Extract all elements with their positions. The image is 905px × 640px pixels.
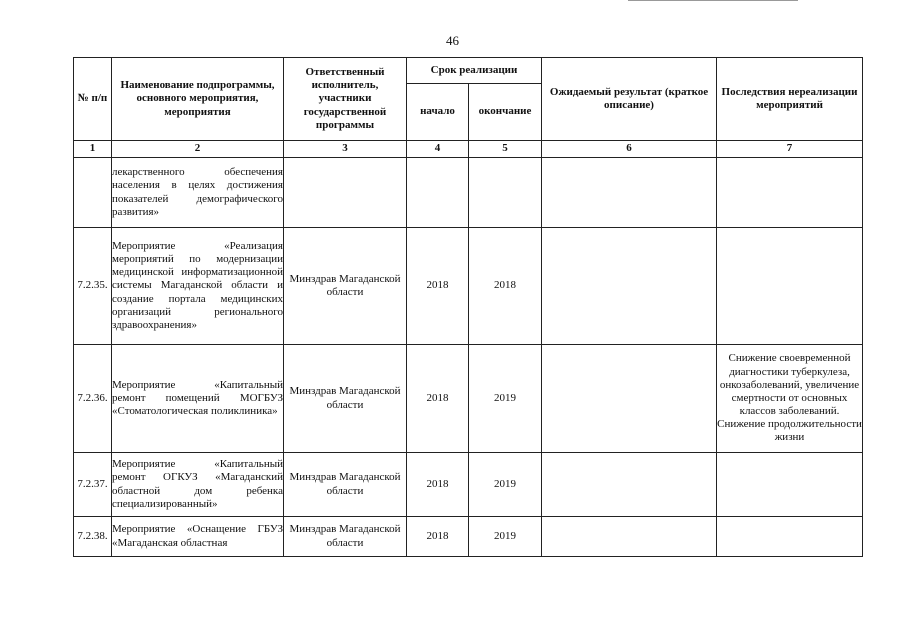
consequences (717, 158, 863, 228)
start-year: 2018 (407, 453, 469, 517)
executor: Минздрав Магаданской области (284, 345, 407, 453)
row-number: 7.2.38. (74, 517, 112, 557)
start-year: 2018 (407, 228, 469, 345)
activity-name: Мероприятие «Капитальный ремонт ОГКУЗ «Магаданский областной дом ребенка специализированный» (112, 453, 284, 517)
column-number: 4 (407, 141, 469, 158)
header-start: начало (407, 84, 469, 141)
start-year: 2018 (407, 517, 469, 557)
header-result: Ожидаемый результат (краткое описание) (542, 58, 717, 141)
consequences (717, 228, 863, 345)
table-row (74, 345, 863, 453)
column-number: 7 (717, 141, 863, 158)
header-row-1 (74, 58, 863, 84)
header-consequences: Последствия нереализации мероприятий (717, 58, 863, 141)
expected-result (542, 517, 717, 557)
header-term: Срок реализации (407, 58, 542, 84)
row-number (74, 158, 112, 228)
consequences: Снижение своевременной диагностики туберкулеза, онкозаболеваний, увеличение смертности от основных классов заболеваний. Снижение продолжительности жизни (717, 345, 863, 453)
top-scan-line (628, 0, 798, 1)
end-year: 2019 (469, 517, 542, 557)
executor: Минздрав Магаданской области (284, 228, 407, 345)
expected-result (542, 345, 717, 453)
column-number: 1 (74, 141, 112, 158)
column-number-row (74, 141, 863, 158)
end-year (469, 158, 542, 228)
end-year: 2019 (469, 345, 542, 453)
row-number: 7.2.36. (74, 345, 112, 453)
column-number: 5 (469, 141, 542, 158)
end-year: 2019 (469, 453, 542, 517)
expected-result (542, 158, 717, 228)
table-row (74, 517, 863, 557)
executor (284, 158, 407, 228)
executor: Минздрав Магаданской области (284, 453, 407, 517)
table-row (74, 228, 863, 345)
activity-name: лекарственного обеспечения населения в целях достижения показателей демографического развития» (112, 158, 284, 228)
column-number: 6 (542, 141, 717, 158)
executor: Минздрав Магаданской области (284, 517, 407, 557)
consequences (717, 453, 863, 517)
column-number: 3 (284, 141, 407, 158)
expected-result (542, 453, 717, 517)
header-name: Наименование подпрограммы, основного мероприятия, мероприятия (112, 58, 284, 141)
row-number: 7.2.35. (74, 228, 112, 345)
table-row (74, 158, 863, 228)
header-end: окончание (469, 84, 542, 141)
end-year: 2018 (469, 228, 542, 345)
column-number: 2 (112, 141, 284, 158)
activity-name: Мероприятие «Оснащение ГБУЗ «Магаданская областная (112, 517, 284, 557)
header-num: № п/п (74, 58, 112, 141)
expected-result (542, 228, 717, 345)
activity-name: Мероприятие «Капитальный ремонт помещений МОГБУЗ «Стоматологическая поликлиника» (112, 345, 284, 453)
table-row (74, 453, 863, 517)
activity-name: Мероприятие «Реализация мероприятий по модернизации медицинской информатизационной системы Магаданской области и создание портала медицинских организаций регионального здравоохранения» (112, 228, 284, 345)
header-executor: Ответственный исполнитель, участники государственной программы (284, 58, 407, 141)
start-year (407, 158, 469, 228)
program-activities-table (73, 57, 863, 557)
consequences (717, 517, 863, 557)
start-year: 2018 (407, 345, 469, 453)
row-number: 7.2.37. (74, 453, 112, 517)
page-number: 46 (446, 33, 459, 48)
